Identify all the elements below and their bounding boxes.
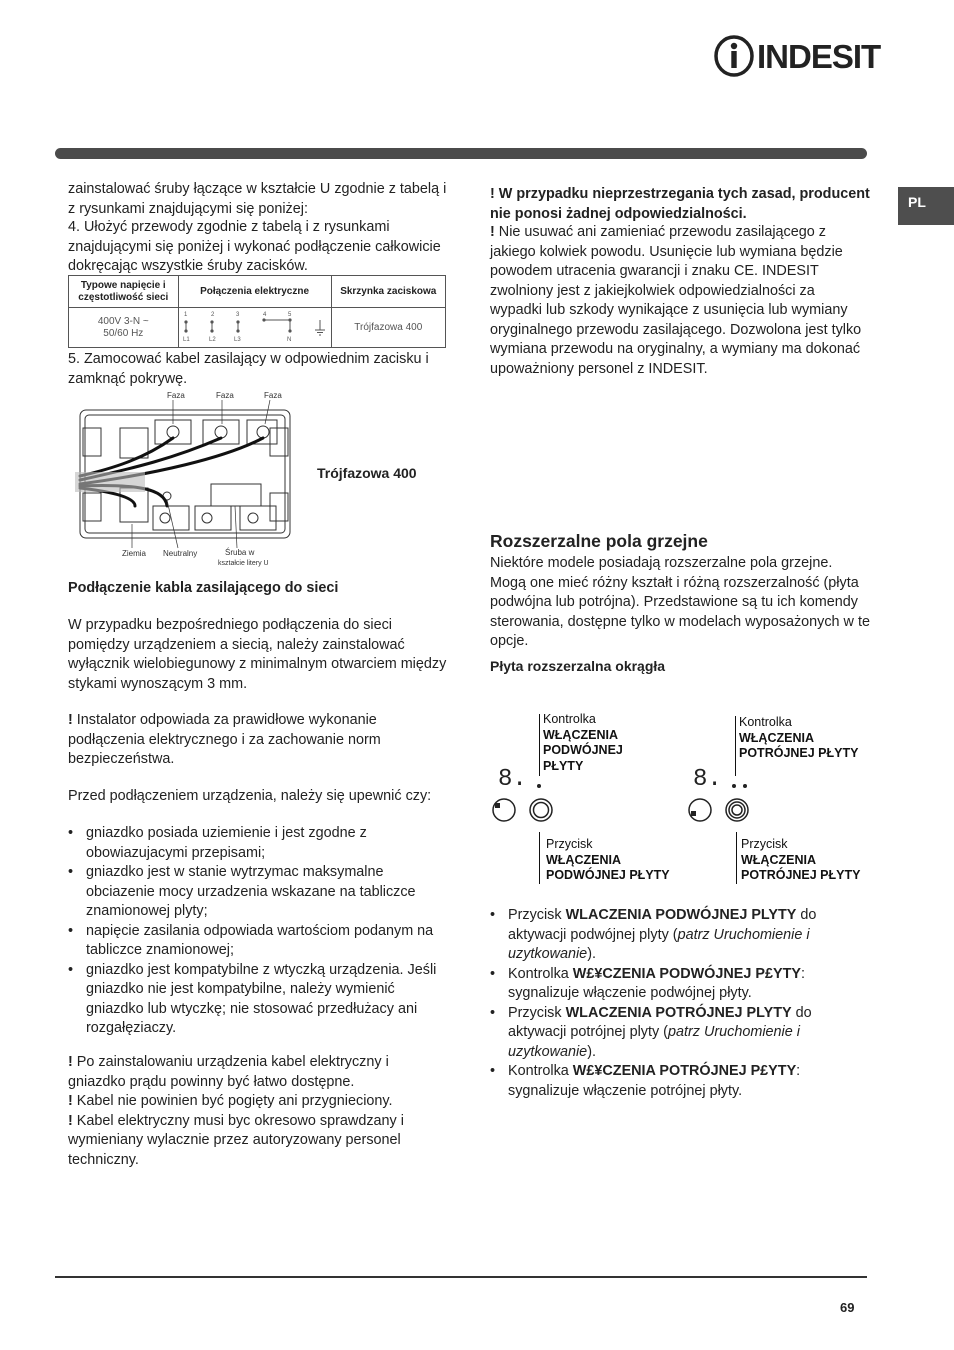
label-faza-1: Faza [167,391,185,400]
terminal-number: 2 [210,312,214,318]
terminal-block-figure [75,388,305,572]
label-faza-2: Faza [216,391,234,400]
terminal-number: 5 [287,312,291,318]
label-sruba-line2: kształcie litery U [218,560,269,567]
warning-not-bent: ! Kabel nie powinien być pogięty ani przygnieciony. [68,1093,393,1109]
table-cell-wiring-diagram [178,308,331,348]
display-left: 8. [498,766,527,793]
list-item-triple-button: • Przycisk WLACZENIA POTRÓJNEJ PLYTY do aktywacji potrójnej plyty (patrz Uruchomienie i uzytkowanie). [490,1004,870,1063]
paragraph-installer [68,711,448,770]
warning-check-cable: ! Kabel elektryczny musi byc okresowo sprawdzany i wymieniany wylacznie przez autoryzowany personel techniczny. [68,1112,404,1168]
table-cell-voltage: 400V 3-N ~ 50/60 Hz [69,308,179,348]
terminal-label: N [286,337,291,343]
language-tab: PL [898,187,954,225]
warning-responsibility: ! W przypadku nieprzestrzegania tych zasad, producent nie ponosi żadnej odpowiedzialności. [490,186,870,222]
section-heading-connection: Podłączenie kabla zasilającego do sieci [68,580,339,596]
controls-list [490,906,870,1101]
terminal-number: 1 [183,312,187,318]
paragraph-switch: W przypadku bezpośredniego podłączenia do sieci pomiędzy urządzeniem a siecią, należy zainstalować wyłącznik wielobiegunowy z minimalnym otwarciem między stykami wynoszącym 3 mm. [68,617,447,692]
table-header-connections: Połączenia elektryczne [178,276,331,308]
warning-cable: ! Nie usuwać ani zamieniać przewodu zasilającego z jakiego kolwiek powodu. Usunięcie lub wymiana będzie powodem utracenia gwarancji i znaku CE. INDESIT zwolniony jest z jakiejkolwiek odpowiedzialności za wypadki lub szkody wynikające z usunięcia lub wymiany oryginalnego przewodu zasilającego. Dozwolona jest tylko wymiana przewodu na oryginalny, a wymiany ma dokonać upoważniony personel z INDESIT. [490,224,862,377]
label-triple-button: Przycisk WŁĄCZENIA POTRÓJNEJ PŁYTY [741,837,861,882]
footer-line [55,1276,867,1278]
table-header-voltage: Typowe napięcie i częstotliwość sieci [69,276,179,308]
label-triple-indicator: Kontrolka WŁĄCZENIA POTRÓJNEJ PŁYTY [739,715,859,760]
label-neutralny: Neutralny [163,549,198,558]
control-diagram [488,710,873,890]
double-indicator-led [537,784,541,788]
table-cell-terminal: Trójfazowa 400 [331,308,445,348]
label-faza-3: Faza [264,391,282,400]
label-double-button: Przycisk WŁĄCZENIA PODWÓJNEJ PŁYTY [546,837,670,882]
list-item-double-button: • Przycisk WLACZENIA PODWÓJNEJ PLYTY do aktywacji podwójnej plyty (patrz Uruchomienie i uzytkowanie). [490,906,870,965]
list-item-triple-indicator: • Kontrolka W£¥CZENIA POTRÓJNEJ P£YTY: sygnalizuje włączenie potrójnej płyty. [490,1062,870,1101]
table-header-terminal: Skrzynka zaciskowa [331,276,445,308]
wiring-diagram-icon [180,308,330,344]
indesit-logo [713,34,881,78]
label-sruba-line1: Śruba w [225,548,255,557]
terminal-number: 3 [235,312,239,318]
warning-mark: ! [68,712,77,728]
warning-paragraphs [68,1053,448,1170]
page-number: 69 [840,1300,855,1315]
terminal-label: L3 [233,337,241,343]
display-right: 8. [693,766,722,793]
terminal-number: 4 [262,312,266,318]
step-4-paragraph: 4. Ułożyć przewody zgodnie z tabelą i z rysunkami znajdującymi się poniżej i wykonać podłączenie całkowicie dokręcając wszystkie śruby zacisków. [68,219,441,274]
figure-caption: Trójfazowa 400 [317,465,417,481]
indesit-logo-icon [713,34,755,78]
terminal-label: L1 [182,337,190,343]
label-double-indicator: Kontrolka WŁĄCZENIA PODWÓJNEJ PŁYTY [543,712,623,773]
list-item: • gniazdko jest kompatybilne z wtyczką urządzenia. Jeśli gniazdko nie jest kompatybilne, należy wymienić gniazdko lub wtyczkę; nie stosować przedłużacy ani rozgałęziaczy. [68,961,448,1039]
subheading-round-plate: Płyta rozszerzalna okrągła [490,658,666,674]
connection-table [68,275,446,348]
check-list [68,824,448,1039]
brand-name: INDESIT [757,38,881,75]
section-text-expandable: Niektóre modele posiadają rozszerzalne pola grzejne. Mogą one mieć różny kształt i różną rozszerzalność (płyta podwójna lub potrójna). Przedstawione są tu ich komendy sterowania, dostępne tylko w modelach wyposażonych w te opcje. [490,555,870,649]
list-item: • gniazdko jest w stanie wytrzymac maksymalne obciazenie mocy urzadzenia wskazane na tabliczce znamionowej plyty; [68,863,448,922]
terminal-block-drawing [75,388,305,572]
warning-accessible: ! Po zainstalowaniu urządzenia kabel elektryczny i gniazdko prądu powinny być łatwo dostępne. [68,1054,389,1090]
header-bar [55,148,867,159]
section-title-expandable: Rozszerzalne pola grzejne [490,531,708,551]
list-item: • napięcie zasilania odpowiada wartościom podanym na tabliczce znamionowej; [68,922,448,961]
double-zone-buttons [490,797,560,827]
paragraph-installer-text: Instalator odpowiada za prawidłowe wykonanie podłączenia elektrycznego i za zachowanie norm bezpieczeństwa. [68,712,381,767]
triple-zone-buttons [686,797,756,827]
list-item-double-indicator: • Kontrolka W£¥CZENIA PODWÓJNEJ P£YTY: sygnalizuje włączenie podwójnej płyty. [490,965,870,1004]
paragraph-check: Przed podłączeniem urządzenia, należy się upewnić czy: [68,788,432,804]
intro-paragraph: zainstalować śruby łączące w kształcie U zgodnie z tabelą i z rysunkami znajdującymi się poniżej: [68,181,447,217]
triple-indicator-led-1 [732,784,736,788]
triple-indicator-led-2 [743,784,747,788]
list-item: • gniazdko posiada uziemienie i jest zgodne z obowiazujacymi przepisami; [68,824,448,863]
step-5-paragraph: 5. Zamocować kabel zasilający w odpowiednim zacisku i zamknąć pokrywę. [68,351,429,387]
terminal-label: L2 [208,337,216,343]
label-ziemia: Ziemia [122,549,147,558]
